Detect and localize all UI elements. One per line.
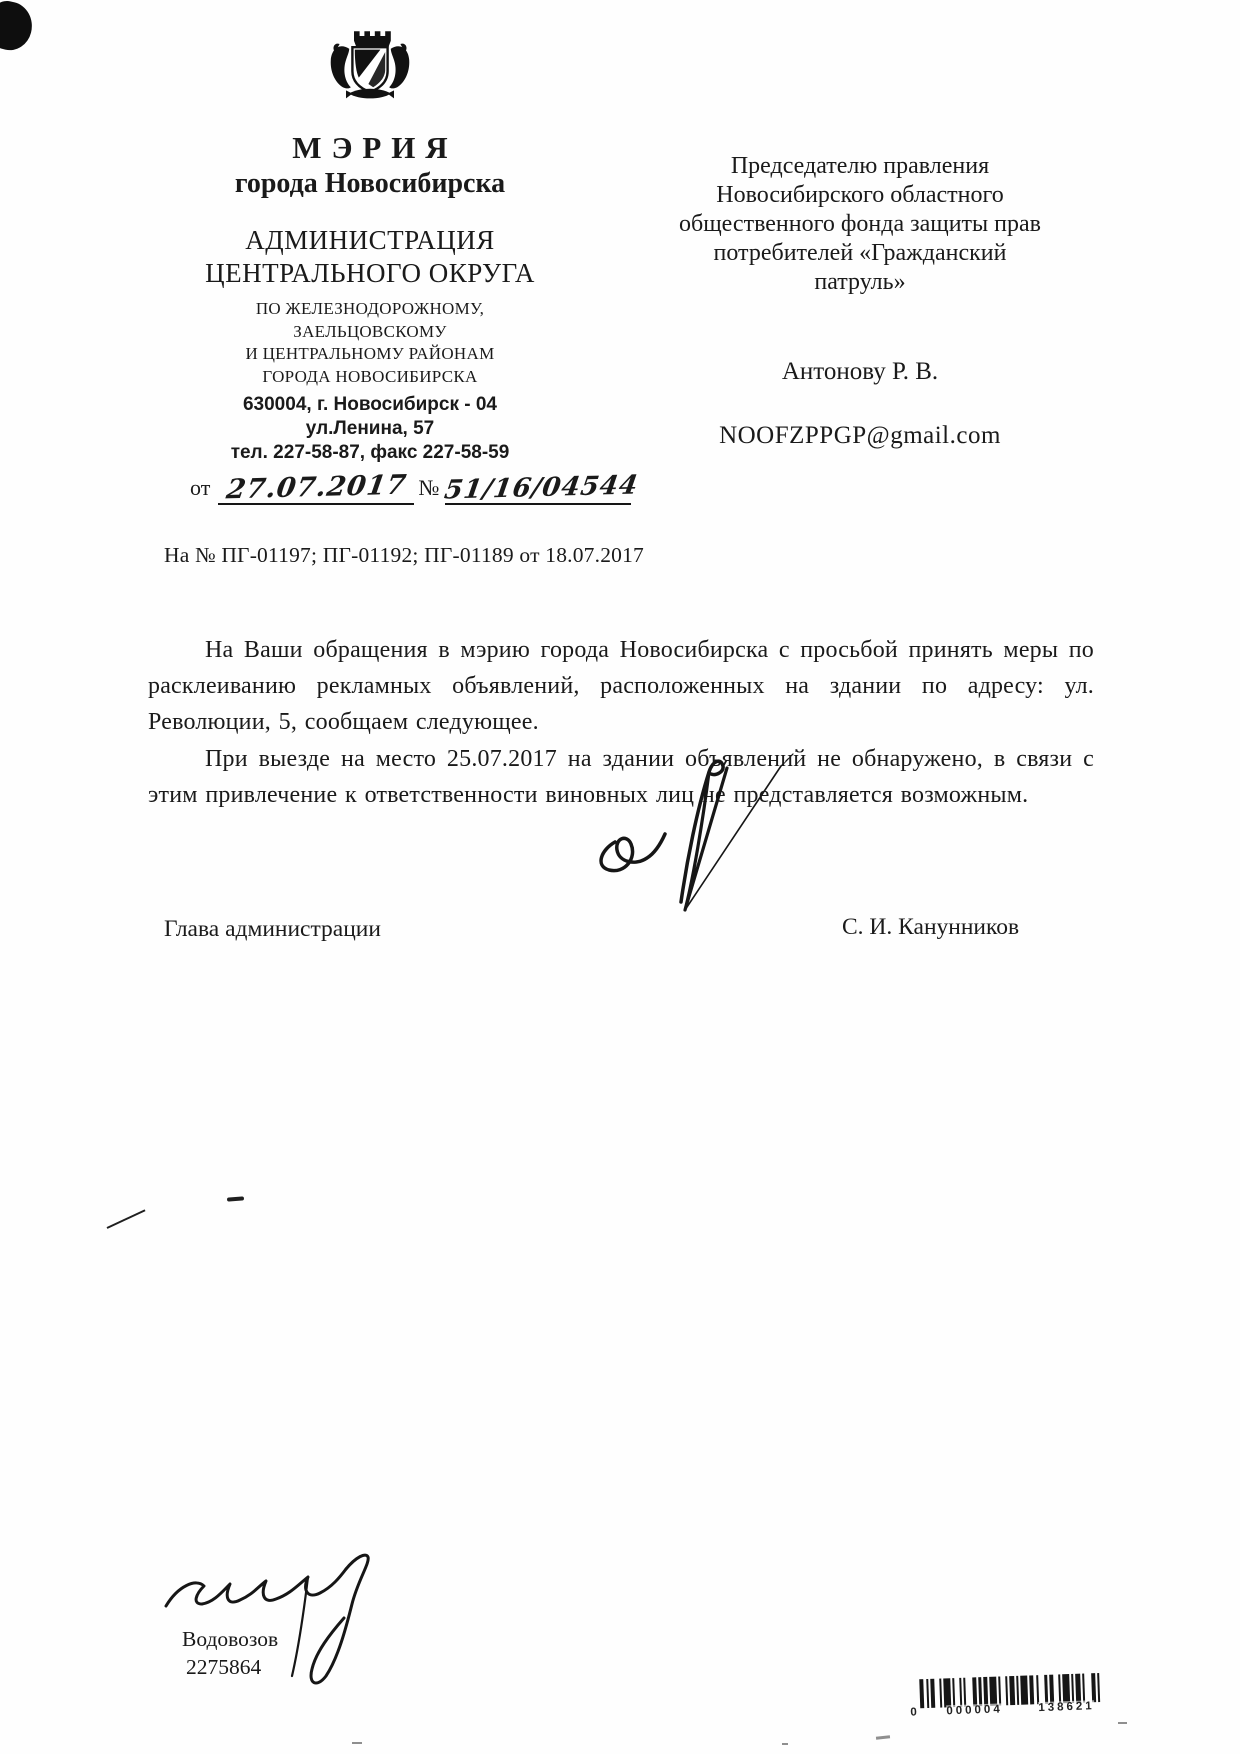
- barcode-digits-group: 000004: [946, 1703, 1003, 1718]
- recipient-name: Антонову Р. В.: [781, 358, 939, 385]
- ref-date-handwritten: 27.07.2017: [224, 469, 409, 506]
- outgoing-reference-row: [190, 469, 641, 506]
- recipient-line: патруль»: [814, 269, 906, 295]
- corner-scan-artifact: [0, 0, 37, 55]
- address-line: ул.Ленина, 57: [305, 418, 435, 439]
- scan-speck: [352, 1742, 362, 1744]
- ref-number-handwritten: 51/16/04544: [442, 470, 641, 506]
- recipient-email: NOOFZPPGP@gmail.com: [719, 422, 1001, 449]
- executor-name: Водовозов: [182, 1627, 279, 1651]
- recipient-line: потребителей «Гражданский: [713, 240, 1007, 266]
- district-line: ГОРОДА НОВОСИБИРСКА: [262, 366, 478, 386]
- letterhead: [148, 28, 592, 465]
- registration-barcode-icon: [909, 1672, 1118, 1725]
- ref-number-underline: [442, 470, 641, 506]
- reply-reference-line: На № ПГ-01197; ПГ-01192; ПГ-01189 от 18.07.2017: [164, 543, 644, 567]
- scan-speck: [876, 1735, 890, 1739]
- recipient-line: общественного фонда защиты прав: [678, 211, 1041, 237]
- body-paragraph: На Ваши обращения в мэрию города Новосибирска с просьбой принять меры по расклеиванию рекламных объявлений, расположенных на здании по адресу: ул. Революции, 5, сообщаем следующее.: [148, 637, 1094, 736]
- ref-from-label: от: [190, 475, 211, 500]
- district-line: ЗАЕЛЬЦОВСКОМУ: [293, 321, 447, 341]
- barcode-digits-group: 0: [910, 1706, 921, 1719]
- org-title: МЭРИЯ: [292, 130, 458, 165]
- signatory-title: Глава администрации: [164, 916, 381, 942]
- scan-speck: [1118, 1722, 1127, 1724]
- address-block: [148, 393, 592, 465]
- ref-number-label: №: [418, 475, 440, 500]
- body-paragraph: При выезде на место 25.07.2017 на здании объявлений не обнаружено, в связи с этим привлечение к ответственности виновных лиц не представляется возможным.: [148, 745, 1094, 808]
- district-list: [148, 298, 592, 388]
- district-line: ПО ЖЕЛЕЗНОДОРОЖНОМУ,: [255, 299, 485, 318]
- executor-phone: 2275864: [186, 1655, 262, 1679]
- head-signature-icon: [585, 748, 800, 926]
- barcode-digits-group: 138621: [1038, 1700, 1095, 1715]
- org-subtitle: города Новосибирска: [234, 168, 506, 199]
- address-line: тел. 227-58-87, факс 227-58-59: [230, 442, 510, 463]
- signatory-name: С. И. Канунников: [842, 914, 1020, 940]
- district-line: И ЦЕНТРАЛЬНОМУ РАЙОНАМ: [245, 344, 495, 363]
- address-line: 630004, г. Новосибирск - 04: [242, 394, 497, 415]
- admin-name-line1: АДМИНИСТРАЦИЯ: [245, 225, 495, 255]
- admin-name-line2: ЦЕНТРАЛЬНОГО ОКРУГА: [205, 258, 535, 288]
- artifact-slash: [107, 1209, 146, 1229]
- novosibirsk-coat-of-arms-icon: [322, 28, 418, 124]
- artifact-dash: [227, 1196, 244, 1201]
- admin-name: [148, 224, 592, 290]
- recipient-line: Председателю правления: [730, 153, 990, 179]
- recipient-line: Новосибирского областного: [716, 182, 1004, 208]
- scan-speck: [782, 1743, 788, 1745]
- recipient-block: [628, 152, 1092, 297]
- ref-date-underline: [218, 469, 414, 506]
